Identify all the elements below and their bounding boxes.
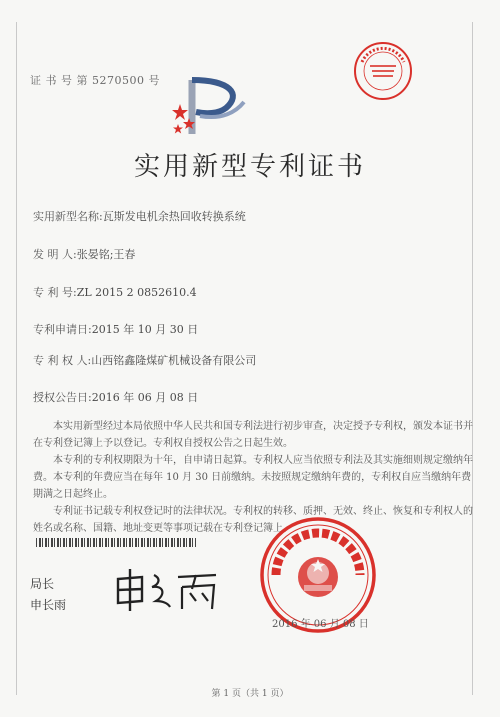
body-paragraph-1: 本实用新型经过本局依照中华人民共和国专利法进行初步审查，决定授予专利权，颁发本证书并在专利登记簿上予以登记。专利权自授权公告之日起生效。 bbox=[33, 421, 473, 449]
director-name: 申长雨 bbox=[30, 598, 67, 612]
director-title: 局长 bbox=[30, 577, 55, 591]
certificate-title: 实用新型专利证书 bbox=[133, 152, 366, 182]
body-paragraph-2: 本专利的专利权期限为十年，自申请日起算。专利权人应当依照专利法及其实施细则规定缴纳年费。本专利的年费应当在每年 10 月 30 日前缴纳。未按照规定缴纳年费的，专利权自应当缴纳年费期满之日起终止。 bbox=[33, 455, 473, 500]
patent-number-value: ZL 2015 2 0852610.4 bbox=[76, 286, 197, 299]
filing-date-value: 2015 年 10 月 30 日 bbox=[91, 323, 199, 336]
patentee-label: 专 利 权 人: bbox=[33, 354, 92, 367]
model-name-row bbox=[33, 208, 246, 224]
grant-date-row bbox=[33, 389, 198, 405]
grant-date-label: 授权公告日: bbox=[33, 391, 92, 404]
patent-office-emblem-icon bbox=[170, 72, 250, 142]
model-name-value: 瓦斯发电机余热回收转换系统 bbox=[102, 210, 246, 223]
certificate-number: 证 书 号 第 5270500 号 bbox=[30, 74, 160, 87]
filing-date-label: 专利申请日: bbox=[33, 323, 92, 336]
patentee-row bbox=[33, 352, 256, 368]
seal-date: 2016 年 06 月 08 日 bbox=[272, 619, 369, 630]
inventor-value: 张晏铭;王春 bbox=[76, 248, 136, 261]
page-footer: 第 1 页（共 1 页） bbox=[211, 689, 289, 699]
model-name-label: 实用新型名称: bbox=[33, 210, 103, 223]
body-paragraph-3: 专利证书记载专利权登记时的法律状况。专利权的转移、质押、无效、终止、恢复和专利权人的姓名或名称、国籍、地址变更等事项记载在专利登记簿上。 bbox=[33, 506, 473, 534]
filing-date-row bbox=[33, 321, 198, 337]
director-signature bbox=[112, 565, 222, 615]
certificate-body bbox=[33, 418, 473, 537]
office-seal-icon bbox=[352, 40, 414, 102]
inventor-row bbox=[33, 246, 135, 262]
right-border-line bbox=[472, 22, 473, 695]
barcode bbox=[36, 538, 196, 547]
left-border-line bbox=[16, 22, 17, 695]
patentee-value: 山西铭鑫隆煤矿机械设备有限公司 bbox=[91, 354, 257, 367]
patent-number-row bbox=[33, 284, 197, 300]
inventor-label: 发 明 人: bbox=[33, 248, 77, 261]
patent-number-label: 专 利 号: bbox=[33, 286, 77, 299]
grant-date-value: 2016 年 06 月 08 日 bbox=[91, 391, 199, 404]
